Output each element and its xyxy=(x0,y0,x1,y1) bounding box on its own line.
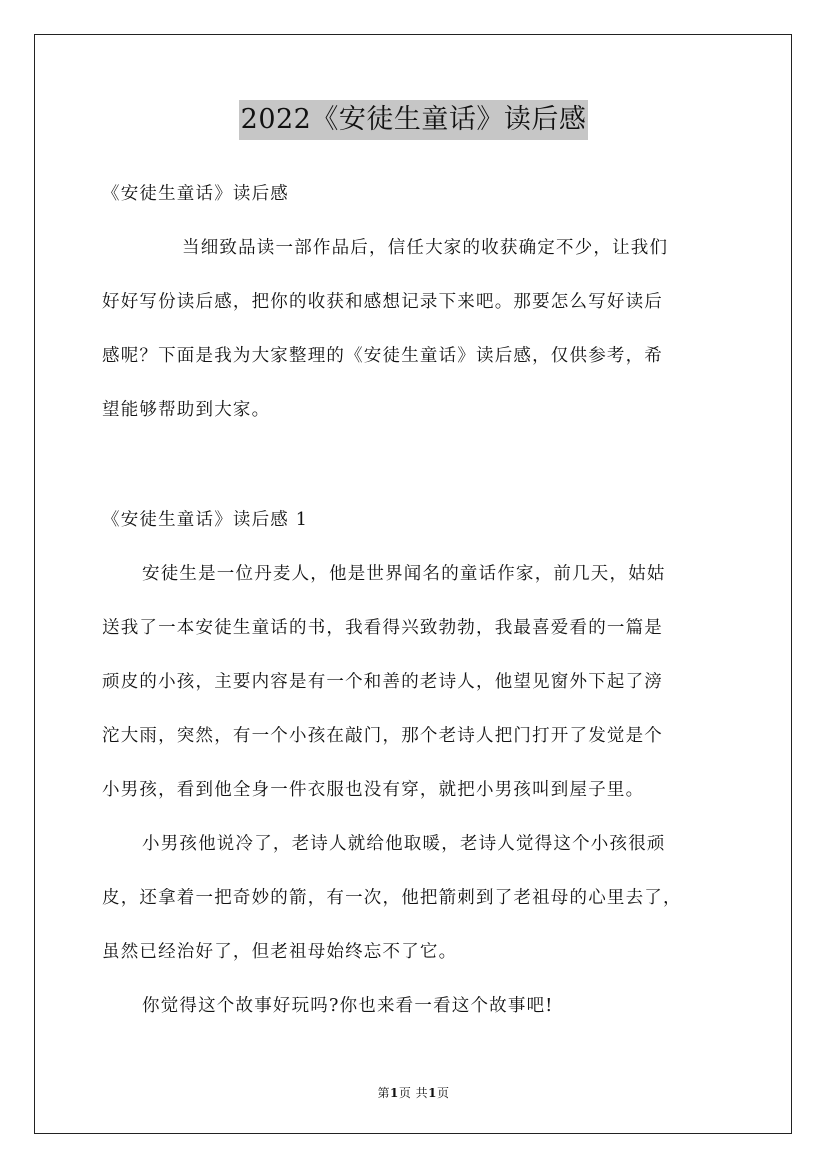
intro-line: 望能够帮助到大家。 xyxy=(102,400,271,420)
document-title: 2022《安徒生童话》读后感 xyxy=(239,100,589,140)
subtitle: 《安徒生童话》读后感 xyxy=(102,184,289,204)
intro-line: 好好写份读后感，把你的收获和感想记录下来吧。那要怎么写好读后 xyxy=(102,292,663,312)
intro-line: 当细致品读一部作品后，信任大家的收获确定不少，让我们 xyxy=(182,238,669,258)
paragraph-line: 虽然已经治好了，但老祖母始终忘不了它。 xyxy=(102,942,458,962)
section-heading: 《安徒生童话》读后感 1 xyxy=(102,510,309,530)
paragraph-line: 小男孩，看到他全身一件衣服也没有穿，就把小男孩叫到屋子里。 xyxy=(102,780,645,800)
paragraph-line: 沱大雨，突然，有一个小孩在敲门，那个老诗人把门打开了发觉是个 xyxy=(102,726,663,746)
paragraph-line: 顽皮的小孩，主要内容是有一个和善的老诗人，他望见窗外下起了滂 xyxy=(102,672,663,692)
intro-line: 感呢？下面是我为大家整理的《安徒生童话》读后感，仅供参考，希 xyxy=(102,346,663,366)
footer-suffix: 页 xyxy=(437,1086,450,1100)
paragraph-line: 皮，还拿着一把奇妙的箭，有一次，他把箭刺到了老祖母的心里去了， xyxy=(102,888,682,908)
footer-page-number: 1 xyxy=(389,1086,399,1100)
page-footer xyxy=(0,1084,827,1101)
paragraph-line: 小男孩他说冷了，老诗人就给他取暖，老诗人觉得这个小孩很顽 xyxy=(142,834,666,854)
footer-page-total: 1 xyxy=(428,1086,438,1100)
paragraph-line: 你觉得这个故事好玩吗?你也来看一看这个故事吧! xyxy=(142,996,554,1016)
paragraph-line: 送我了一本安徒生童话的书，我看得兴致勃勃，我最喜爱看的一篇是 xyxy=(102,618,663,638)
title-wrap xyxy=(0,100,827,140)
paragraph-line: 安徒生是一位丹麦人，他是世界闻名的童话作家，前几天，姑姑 xyxy=(142,564,666,584)
footer-mid: 页 共 xyxy=(398,1086,429,1100)
footer-prefix: 第 xyxy=(377,1086,390,1100)
